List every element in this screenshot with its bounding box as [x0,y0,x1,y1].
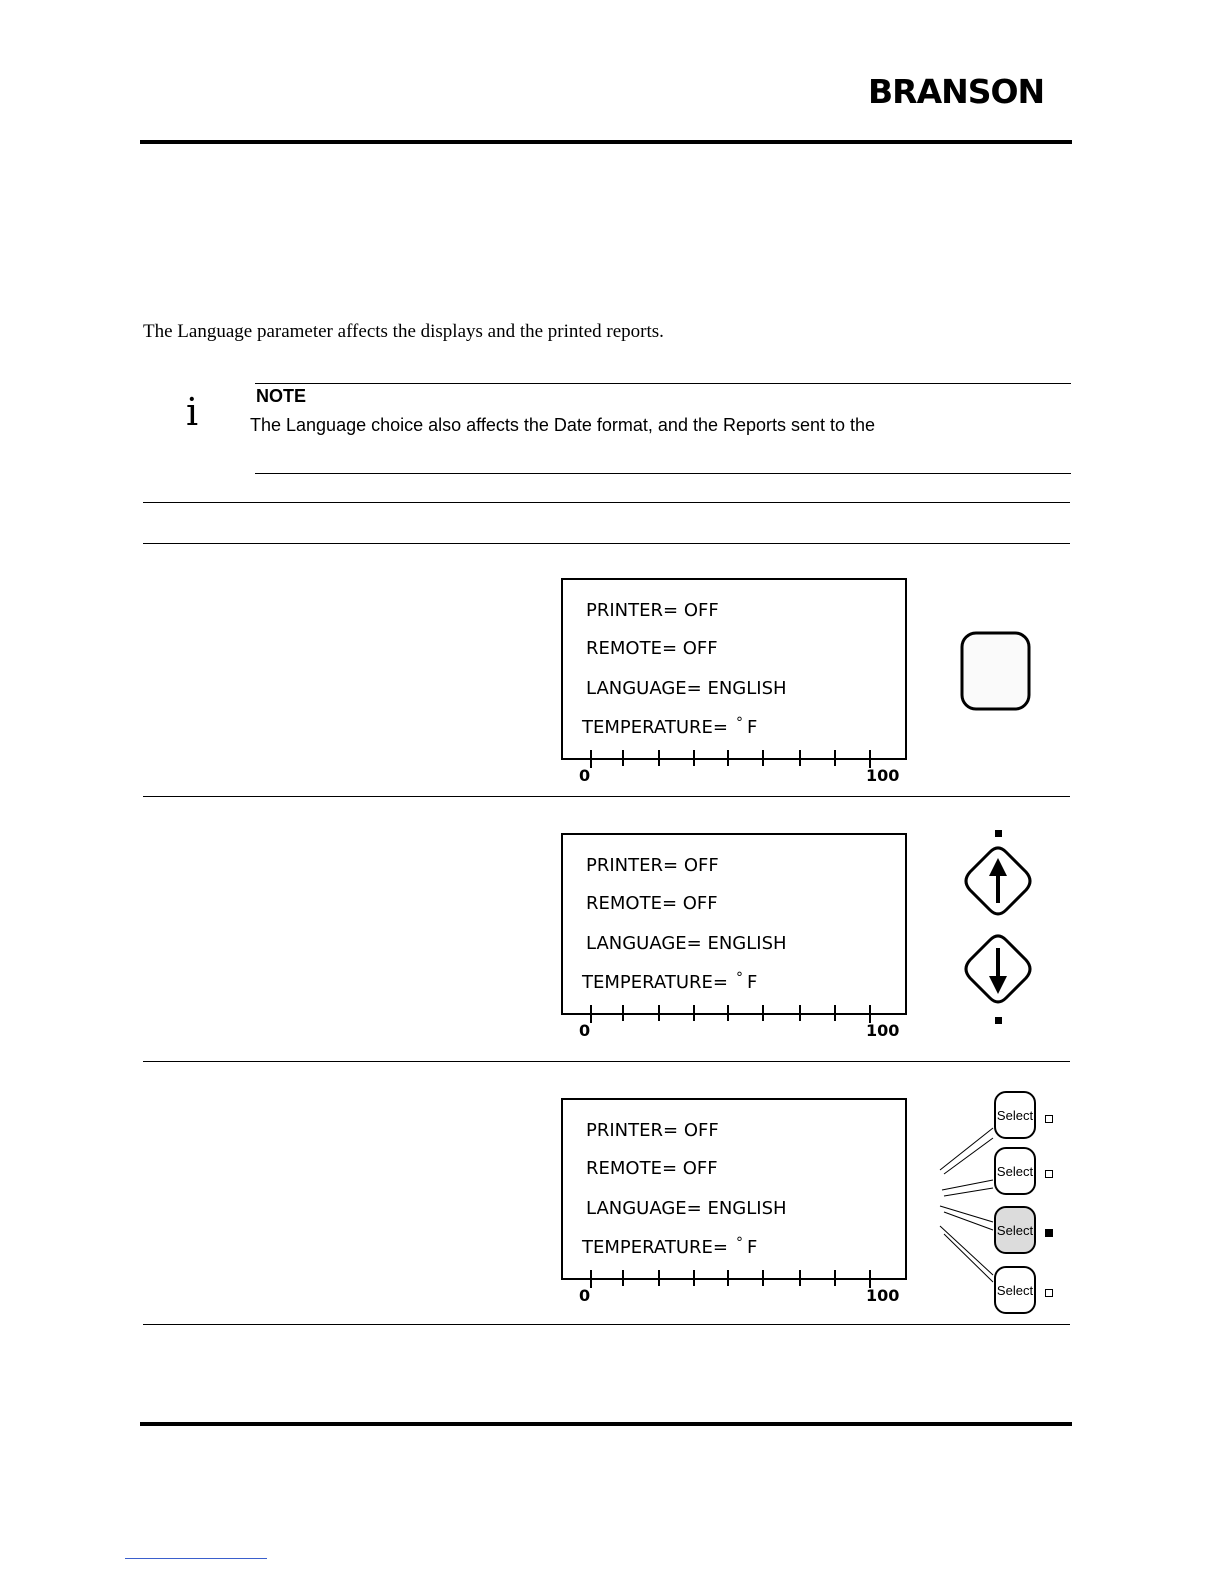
scale-min-label: 0 [579,1286,591,1305]
scale-max-label: 100 [866,1021,900,1040]
note-top-rule [255,383,1071,384]
up-arrow-key-icon[interactable] [962,828,1036,922]
select-button-4[interactable] [994,1266,1036,1314]
lcd-scale-ticks [561,1268,907,1292]
select-button-label: Select [996,1222,1034,1238]
select-button-1[interactable] [994,1091,1036,1139]
select-indicator-on [1045,1229,1053,1237]
brand-logo: BRANSON [868,72,1045,111]
table-rule [143,543,1070,544]
degree-symbol: ° [735,1235,743,1251]
lcd-temperature [582,972,757,995]
temperature-unit: F [746,972,758,993]
note-text: The Language choice also affects the Date format, and the Reports sent to the [250,415,876,435]
scale-min-label: 0 [579,766,591,785]
scale-max-label: 100 [866,766,900,785]
lcd-language: LANGUAGE= ENGLISH [586,678,787,699]
lcd-temperature-label: TEMPERATURE= [582,972,728,993]
select-key-pointer-lines [938,1110,998,1300]
note-bottom-rule [255,473,1071,474]
footer-link-underline [125,1558,267,1559]
lcd-language: LANGUAGE= ENGLISH [586,1198,787,1219]
table-rule [143,1324,1070,1325]
header-rule [140,140,1072,144]
lcd-printer: PRINTER= OFF [586,1120,719,1141]
lcd-screen [561,833,907,1015]
table-rule [143,796,1070,797]
lcd-language: LANGUAGE= ENGLISH [586,933,787,954]
degree-symbol: ° [735,715,743,731]
select-button-2[interactable] [994,1147,1036,1195]
info-icon: i [186,390,199,434]
degree-symbol: ° [735,970,743,986]
lcd-scale-ticks [561,748,907,772]
select-indicator-off [1045,1115,1053,1123]
select-button-3[interactable] [994,1206,1036,1254]
lcd-temperature [582,717,757,740]
temperature-unit: F [746,717,758,738]
lcd-temperature-label: TEMPERATURE= [582,717,728,738]
select-indicator-off [1045,1170,1053,1178]
blank-key-icon[interactable] [958,630,1034,712]
select-indicator-off [1045,1289,1053,1297]
table-rule [143,502,1070,503]
temperature-unit: F [746,1237,758,1258]
select-button-label: Select [996,1107,1034,1123]
note-title: NOTE [256,386,307,406]
footer-rule [140,1422,1072,1426]
lcd-printer: PRINTER= OFF [586,600,719,621]
scale-max-label: 100 [866,1286,900,1305]
lcd-temperature [582,1237,757,1260]
scale-min-label: 0 [579,1021,591,1040]
lcd-screen [561,1098,907,1280]
select-button-label: Select [996,1282,1034,1298]
lcd-remote: REMOTE= OFF [586,1158,718,1179]
lcd-remote: REMOTE= OFF [586,638,718,659]
intro-text: The Language parameter affects the displays and the printed reports. [143,321,664,342]
lcd-remote: REMOTE= OFF [586,893,718,914]
lcd-temperature-label: TEMPERATURE= [582,1237,728,1258]
select-button-label: Select [996,1163,1034,1179]
lcd-printer: PRINTER= OFF [586,855,719,876]
lcd-screen [561,578,907,760]
lcd-scale-ticks [561,1003,907,1027]
down-arrow-key-icon[interactable] [962,934,1036,1028]
table-rule [143,1061,1070,1062]
